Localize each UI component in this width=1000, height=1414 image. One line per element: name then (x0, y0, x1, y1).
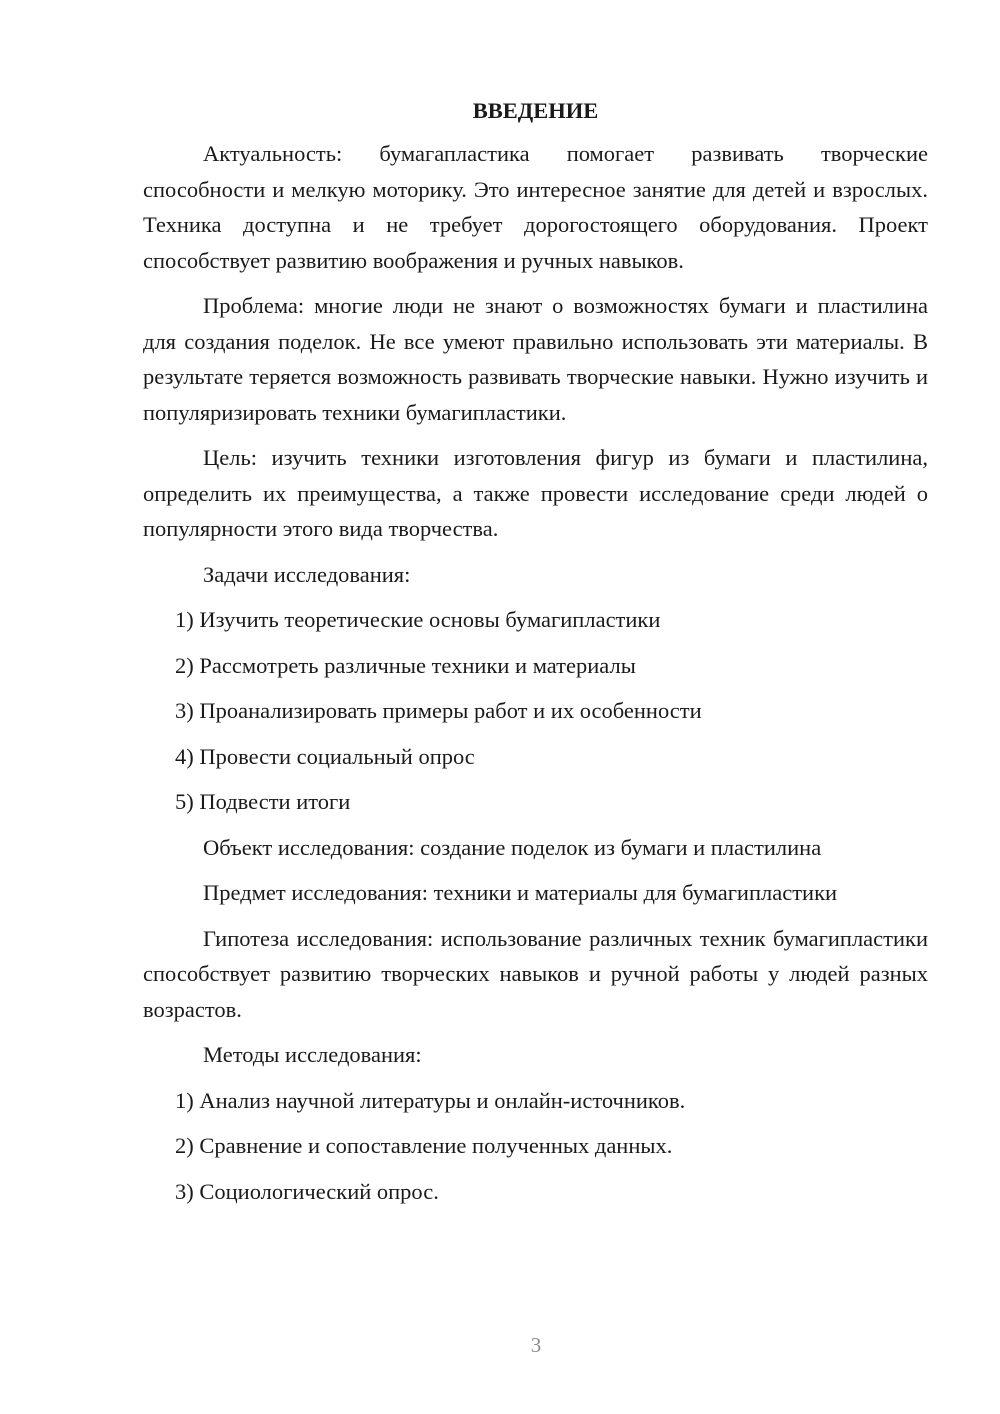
method-item: 2) Сравнение и сопоставление полученных данных. (175, 1133, 673, 1158)
relevance-paragraph: Актуальность: бумагапластика помогает развивать творческие способности и мелкую моторику. Это интересное занятие для детей и взрослых. Техника доступна и не требует дорогостоящего оборудования. Проект способствует развитию воображения и ручных навыков. (143, 141, 928, 273)
method-item: 1) Анализ научной литературы и онлайн-источников. (175, 1087, 686, 1113)
hypothesis-paragraph: Гипотеза исследования: использование различных техник бумагипластики способствует развитию творческих навыков и ручной работы у людей разных возрастов. (143, 925, 928, 1022)
problem-paragraph: Проблема: многие люди не знают о возможностях бумаги и пластилина для создания поделок. Не все умеют правильно использовать эти материалы. В результате теряется возможность развивать творческие навыки. Нужно изучить и популяризировать техники бумагипластики. (143, 293, 928, 425)
task-item: 5) Подвести итоги (175, 789, 351, 814)
task-item: 4) Провести социальный опрос (175, 743, 475, 769)
research-subject: Предмет исследования: техники и материалы для бумагипластики (203, 880, 838, 905)
methods-heading: Методы исследования: (203, 1042, 422, 1067)
research-object: Объект исследования: создание поделок из бумаги и пластилина (203, 834, 822, 860)
task-item: 2) Рассмотреть различные техники и материалы (175, 652, 636, 678)
page-content (143, 96, 928, 1219)
section-title: ВВЕДЕНИЕ (472, 98, 599, 123)
page-number: 3 (530, 1333, 542, 1357)
task-item: 3) Проанализировать примеры работ и их особенности (175, 698, 702, 723)
goal-paragraph: Цель: изучить техники изготовления фигур из бумаги и пластилина, определить их преимущества, а также провести исследование среди людей о популярности этого вида творчества. (143, 445, 928, 541)
task-item: 1) Изучить теоретические основы бумагипластики (175, 607, 661, 632)
tasks-heading: Задачи исследования: (203, 561, 411, 587)
method-item: 3) Социологический опрос. (175, 1178, 439, 1204)
